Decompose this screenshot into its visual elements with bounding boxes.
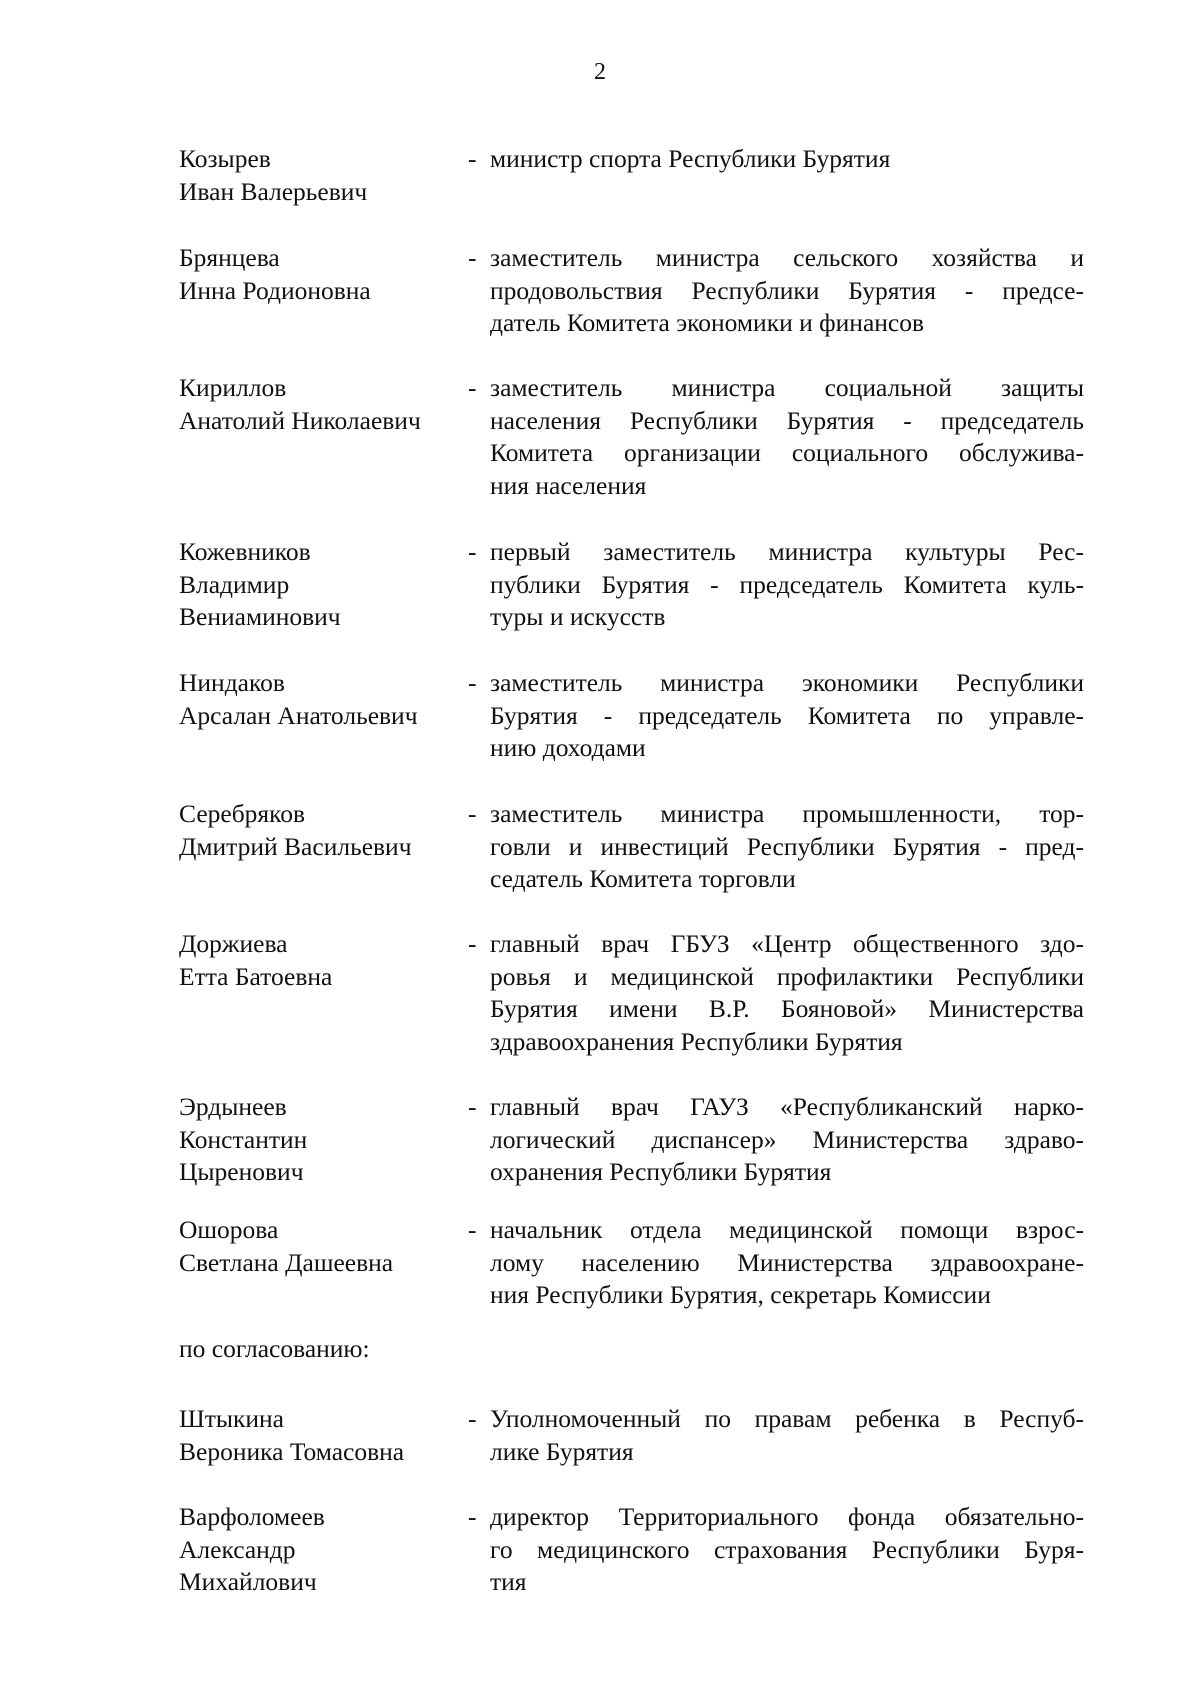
member-surname: Штыкина: [179, 1404, 285, 1433]
dash-separator: -: [468, 373, 477, 402]
member-given-names: Етта Батоевна: [179, 961, 333, 991]
role-line: Бурятия - председатель Комитета по управле-: [490, 700, 1084, 730]
member-role: [490, 1403, 1084, 1468]
member-role: [490, 242, 1084, 340]
role-line: заместитель министра промышленности, тор-: [490, 799, 1084, 828]
member-role: [490, 536, 1084, 634]
role-line: главный врач ГАУЗ «Республиканский нарко-: [490, 1092, 1084, 1121]
member-name: [179, 667, 469, 732]
member-name: [179, 1214, 469, 1279]
role-line: датель Комитета экономики и финансов: [490, 308, 925, 338]
member-name: [179, 1403, 469, 1468]
role-line: го медицинского страхования Республики Буря-: [490, 1534, 1084, 1564]
page-number: 2: [594, 59, 606, 85]
role-line: говли и инвестиций Республики Бурятия - пред-: [490, 831, 1084, 861]
member-given-names: Арсалан Анатольевич: [179, 700, 418, 730]
role-line: директор Территориального фонда обязательно-: [490, 1502, 1084, 1531]
dash-separator: -: [468, 537, 477, 566]
member-name: [179, 928, 469, 993]
member-name: [179, 143, 469, 208]
role-line: здравоохранения Республики Бурятия: [490, 1027, 903, 1057]
role-line: публики Бурятия - председатель Комитета куль-: [490, 569, 1084, 599]
member-given-names: Константин: [179, 1124, 308, 1154]
role-line: заместитель министра сельского хозяйства и: [490, 243, 1084, 272]
dash-separator: -: [468, 243, 477, 272]
member-given-names: Вероника Томасовна: [179, 1436, 405, 1466]
member-surname: Козырев: [179, 144, 271, 173]
role-line: заместитель министра социальной защиты: [490, 373, 1084, 402]
role-line: охранения Республики Бурятия: [490, 1157, 832, 1187]
role-line: тия: [490, 1567, 527, 1597]
role-line: Комитета организации социального обслужива-: [490, 438, 1084, 468]
role-line: ния Республики Бурятия, секретарь Комиссии: [490, 1280, 991, 1310]
dash-separator: -: [468, 668, 477, 697]
member-role: [490, 1501, 1084, 1599]
dash-separator: -: [468, 929, 477, 958]
role-line: лому населению Министерства здравоохране-: [490, 1247, 1084, 1277]
dash-separator: -: [468, 1215, 477, 1244]
member-name: [179, 798, 469, 863]
role-line: туры и искусств: [490, 602, 666, 632]
member-given-names: Анатолий Николаевич: [179, 405, 421, 435]
dash-separator: -: [468, 144, 477, 173]
dash-separator: -: [468, 1404, 477, 1433]
member-role: [490, 667, 1084, 765]
member-name: [179, 1501, 469, 1599]
member-given-names: Иван Валерьевич: [179, 176, 368, 206]
member-surname: Эрдынеев: [179, 1092, 287, 1121]
role-line: продовольствия Республики Бурятия - предсе-: [490, 275, 1084, 305]
dash-separator: -: [468, 799, 477, 828]
member-surname: Варфоломеев: [179, 1502, 325, 1531]
member-surname: Брянцева: [179, 243, 280, 272]
member-surname: Серебряков: [179, 799, 306, 828]
member-name: [179, 536, 469, 634]
member-given-names: Александр: [179, 1534, 296, 1564]
role-line: главный врач ГБУЗ «Центр общественного здо-: [490, 929, 1084, 958]
member-patronymic: Вениаминович: [179, 602, 341, 632]
member-surname: Кириллов: [179, 373, 287, 402]
role-line: ровья и медицинской профилактики Республики: [490, 961, 1084, 991]
member-role: [490, 143, 1084, 176]
role-line: населения Республики Бурятия - председатель: [490, 405, 1084, 435]
member-surname: Ниндаков: [179, 668, 285, 697]
role-line: Бурятия имени В.Р. Бояновой» Министерства: [490, 994, 1084, 1024]
role-line: седатель Комитета торговли: [490, 864, 796, 894]
role-line: нию доходами: [490, 733, 646, 763]
member-surname: Ошорова: [179, 1215, 279, 1244]
member-role: [490, 1091, 1084, 1189]
member-given-names: Инна Родионовна: [179, 275, 371, 305]
dash-separator: -: [468, 1092, 477, 1121]
role-line: первый заместитель министра культуры Рес-: [490, 537, 1084, 566]
role-line: министр спорта Республики Бурятия: [490, 144, 891, 173]
member-given-names: Владимир: [179, 569, 290, 599]
member-role: [490, 798, 1084, 896]
section-label-by-agreement: по согласованию:: [179, 1334, 370, 1363]
member-role: [490, 928, 1084, 1059]
member-given-names: Светлана Дашеевна: [179, 1247, 394, 1277]
role-line: начальник отдела медицинской помощи взрос-: [490, 1215, 1084, 1244]
member-role: [490, 372, 1084, 503]
role-line: Уполномоченный по правам ребенка в Респуб-: [490, 1404, 1084, 1433]
role-line: лике Бурятия: [490, 1436, 634, 1466]
member-name: [179, 242, 469, 307]
member-surname: Доржиева: [179, 929, 288, 958]
role-line: логический диспансер» Министерства здраво-: [490, 1124, 1084, 1154]
member-surname: Кожевников: [179, 537, 311, 566]
member-role: [490, 1214, 1084, 1312]
member-patronymic: Цыренович: [179, 1157, 304, 1187]
member-name: [179, 372, 469, 437]
dash-separator: -: [468, 1502, 477, 1531]
member-patronymic: Михайлович: [179, 1567, 317, 1597]
role-line: ния населения: [490, 471, 647, 501]
member-given-names: Дмитрий Васильевич: [179, 831, 412, 861]
role-line: заместитель министра экономики Республики: [490, 668, 1084, 697]
member-name: [179, 1091, 469, 1189]
